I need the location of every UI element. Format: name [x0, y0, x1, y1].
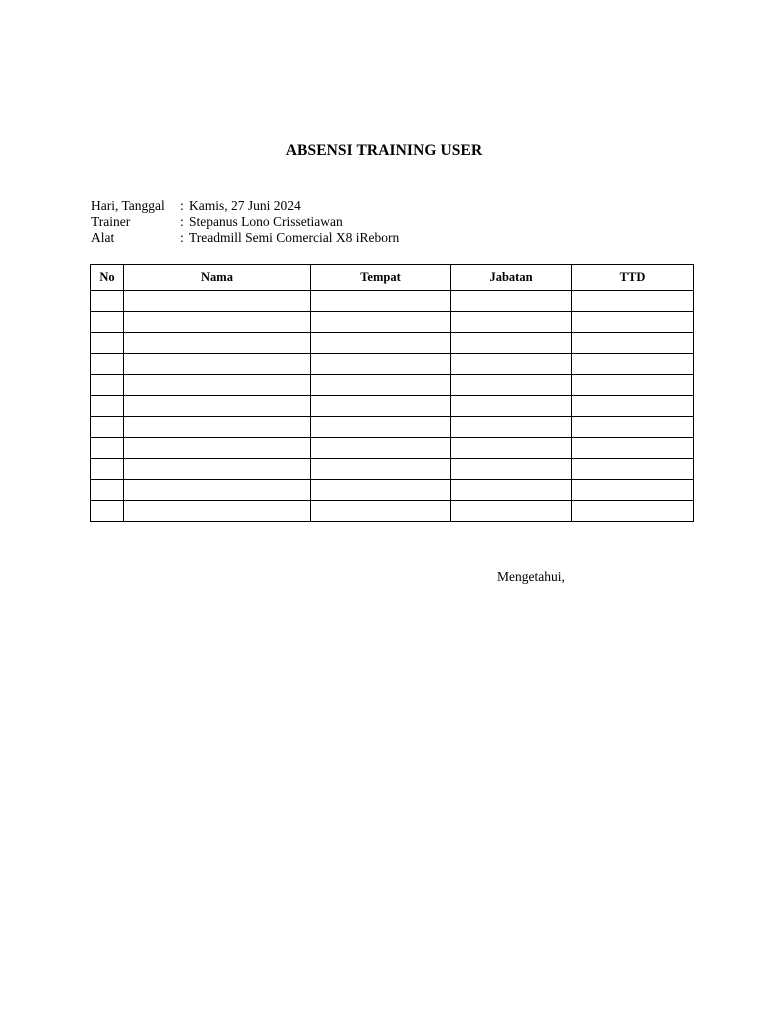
table-cell: [124, 501, 311, 522]
table-cell: [91, 501, 124, 522]
table-row: [91, 438, 694, 459]
table-cell: [91, 417, 124, 438]
table-cell: [124, 396, 311, 417]
table-cell: [91, 333, 124, 354]
table-cell: [124, 375, 311, 396]
table-row: [91, 480, 694, 501]
table-cell: [91, 396, 124, 417]
info-separator: :: [180, 214, 184, 229]
info-row-trainer: [91, 214, 399, 230]
table-cell: [311, 291, 451, 312]
table-cell: [311, 354, 451, 375]
table-cell: [311, 312, 451, 333]
table-cell: [572, 291, 694, 312]
column-header-nama: Nama: [124, 265, 311, 291]
table-row: [91, 396, 694, 417]
table-cell: [311, 396, 451, 417]
table-cell: [91, 312, 124, 333]
table-cell: [451, 459, 572, 480]
table-cell: [91, 291, 124, 312]
table-cell: [91, 459, 124, 480]
info-row-equipment: [91, 230, 399, 246]
table-cell: [91, 354, 124, 375]
table-cell: [572, 396, 694, 417]
table-cell: [451, 291, 572, 312]
table-row: [91, 333, 694, 354]
column-header-jabatan: Jabatan: [451, 265, 572, 291]
table-cell: [124, 312, 311, 333]
table-row: [91, 354, 694, 375]
table-cell: [572, 438, 694, 459]
column-header-ttd: TTD: [572, 265, 694, 291]
table-cell: [311, 438, 451, 459]
table-cell: [572, 480, 694, 501]
table-cell: [124, 480, 311, 501]
page-title: ABSENSI TRAINING USER: [285, 142, 483, 159]
table-cell: [572, 417, 694, 438]
table-row: [91, 417, 694, 438]
info-value: Kamis, 27 Juni 2024: [189, 198, 301, 213]
table-cell: [91, 375, 124, 396]
table-row: [91, 459, 694, 480]
table-cell: [451, 375, 572, 396]
table-cell: [451, 333, 572, 354]
table-cell: [572, 312, 694, 333]
info-value: Stepanus Lono Crissetiawan: [189, 214, 343, 229]
table-cell: [124, 459, 311, 480]
table-cell: [124, 354, 311, 375]
table-cell: [451, 438, 572, 459]
table-cell: [311, 417, 451, 438]
info-label: Hari, Tanggal: [91, 198, 165, 213]
column-header-no: No: [91, 265, 124, 291]
table-cell: [572, 354, 694, 375]
table-cell: [451, 501, 572, 522]
info-value: Treadmill Semi Comercial X8 iReborn: [189, 230, 400, 245]
table-cell: [451, 312, 572, 333]
table-cell: [124, 438, 311, 459]
table-row: [91, 501, 694, 522]
attendance-table: [90, 264, 694, 522]
table-cell: [572, 459, 694, 480]
table-row: [91, 291, 694, 312]
table-cell: [311, 501, 451, 522]
table-row: [91, 312, 694, 333]
table-header-row: [91, 265, 694, 291]
column-header-tempat: Tempat: [311, 265, 451, 291]
table-cell: [311, 459, 451, 480]
info-label: Alat: [91, 230, 115, 245]
table-cell: [572, 333, 694, 354]
table-cell: [311, 480, 451, 501]
table-cell: [311, 333, 451, 354]
table-cell: [311, 375, 451, 396]
signoff-text: Mengetahui,: [497, 569, 565, 584]
table-cell: [91, 438, 124, 459]
table-cell: [124, 291, 311, 312]
table-cell: [451, 396, 572, 417]
table-cell: [572, 501, 694, 522]
table-cell: [91, 480, 124, 501]
table-cell: [572, 375, 694, 396]
info-row-date: [91, 198, 399, 214]
table-row: [91, 375, 694, 396]
info-label: Trainer: [91, 214, 131, 229]
table-cell: [451, 480, 572, 501]
table-cell: [451, 417, 572, 438]
table-cell: [451, 354, 572, 375]
table-cell: [124, 333, 311, 354]
table-body: [91, 291, 694, 522]
info-separator: :: [180, 198, 184, 213]
info-block: [91, 198, 399, 246]
table-cell: [124, 417, 311, 438]
info-separator: :: [180, 230, 184, 245]
